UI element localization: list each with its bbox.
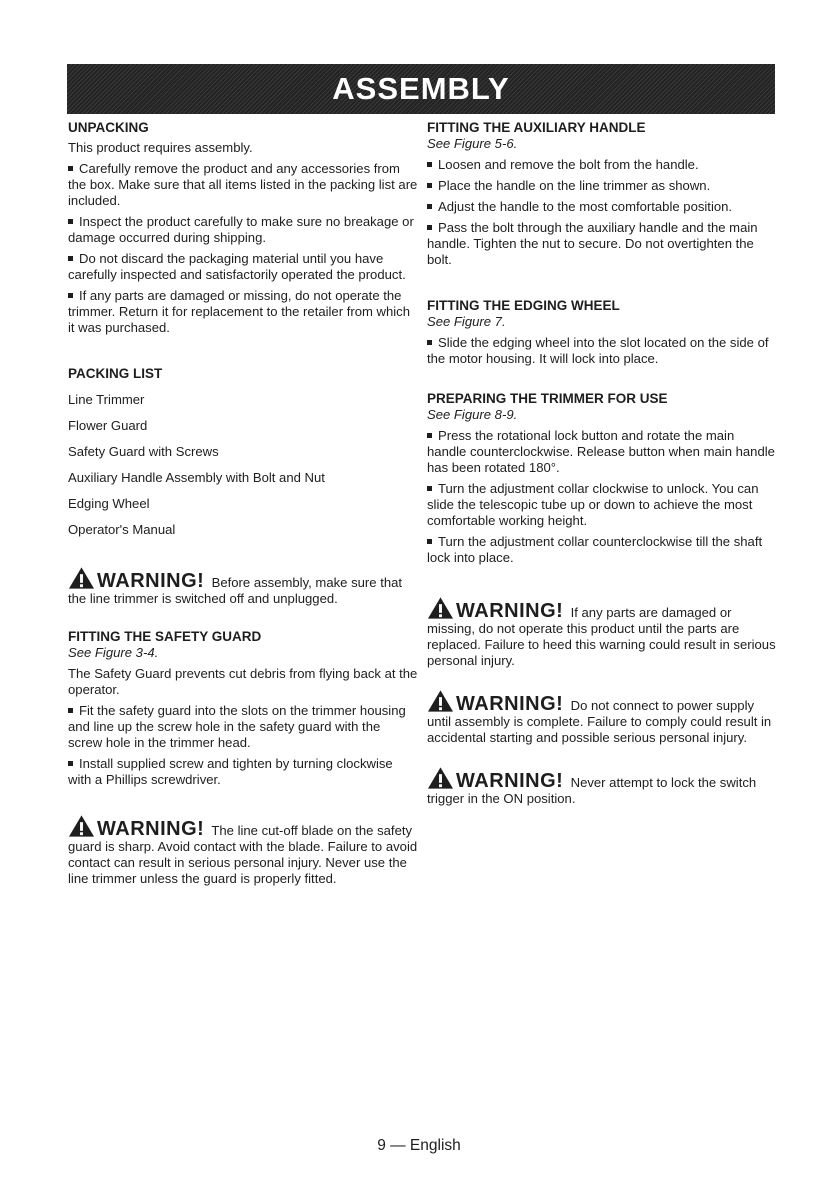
warning-triangle-icon bbox=[427, 689, 454, 713]
list-item: Pass the bolt through the auxiliary handle and the main handle. Tighten the nut to secure. Do not overtighten the bolt. bbox=[427, 220, 758, 267]
list-item: Turn the adjustment collar counterclockwise till the shaft lock into place. bbox=[427, 534, 763, 565]
bullet-icon bbox=[427, 162, 432, 167]
page-title: ASSEMBLY bbox=[332, 71, 510, 106]
aux-handle-section bbox=[427, 120, 777, 268]
aux-handle-heading: FITTING THE AUXILIARY HANDLE bbox=[427, 120, 646, 135]
bullet-icon bbox=[427, 433, 432, 438]
warning-power-supply bbox=[427, 689, 777, 746]
warning-damaged-parts bbox=[427, 596, 777, 669]
warning-unplug bbox=[68, 566, 418, 607]
unpacking-heading: UNPACKING bbox=[68, 120, 149, 135]
edging-wheel-figure-ref: See Figure 7. bbox=[427, 314, 506, 329]
warning-text: If any parts are damaged or missing, do not operate this product until the parts are replaced. Failure to heed this warning could result in serious personal injury. bbox=[427, 605, 776, 668]
list-item: Turn the adjustment collar clockwise to unlock. You can slide the telescopic tube up or down to achieve the most comfortable working height. bbox=[427, 481, 759, 528]
list-item: Fit the safety guard into the slots on the trimmer housing and line up the screw hole in the safety guard with the screw hole in the trimmer head. bbox=[68, 703, 406, 750]
list-item: Press the rotational lock button and rotate the main handle counterclockwise. Release button when main handle has been rotated 180°. bbox=[427, 428, 775, 475]
list-item: If any parts are damaged or missing, do not operate the trimmer. Return it for replacement to the retailer from which it was purchased. bbox=[68, 288, 411, 335]
right-column bbox=[427, 120, 777, 807]
warning-text: Before assembly, make sure that the line trimmer is switched off and unplugged. bbox=[68, 575, 403, 606]
aux-handle-figure-ref: See Figure 5-6. bbox=[427, 136, 518, 151]
list-item: Slide the edging wheel into the slot located on the side of the motor housing. It will lock into place. bbox=[427, 335, 769, 366]
bullet-icon bbox=[68, 708, 73, 713]
list-item: Adjust the handle to the most comfortable position. bbox=[427, 199, 777, 215]
bullet-icon bbox=[68, 166, 73, 171]
warning-label: WARNING! bbox=[456, 600, 564, 622]
edging-wheel-heading: FITTING THE EDGING WHEEL bbox=[427, 298, 620, 313]
bullet-icon bbox=[427, 183, 432, 188]
preparing-section bbox=[427, 391, 777, 566]
packing-list-heading: PACKING LIST bbox=[68, 366, 163, 381]
safety-guard-intro: The Safety Guard prevents cut debris from flying back at the operator. bbox=[68, 666, 418, 697]
preparing-figure-ref: See Figure 8-9. bbox=[427, 407, 518, 422]
bullet-icon bbox=[427, 204, 432, 209]
warning-label: WARNING! bbox=[456, 770, 564, 792]
bullet-icon bbox=[68, 219, 73, 224]
bullet-icon bbox=[427, 225, 432, 230]
bullet-icon bbox=[427, 340, 432, 345]
packing-list-item: Auxiliary Handle Assembly with Bolt and Nut bbox=[68, 470, 325, 485]
left-column bbox=[68, 120, 418, 887]
warning-text: The line cut-off blade on the safety guard is sharp. Avoid contact with the blade. Failure to avoid contact can result in serious personal injury. Never use the line trimmer unless the guard is properly fitted. bbox=[68, 823, 418, 886]
packing-list-item: Safety Guard with Screws bbox=[68, 444, 219, 459]
warning-triangle-icon bbox=[427, 596, 454, 620]
page-footer: 9 — English bbox=[377, 1137, 461, 1154]
warning-label: WARNING! bbox=[97, 570, 205, 592]
safety-guard-section bbox=[68, 629, 418, 788]
packing-list-item: Edging Wheel bbox=[68, 496, 150, 511]
edging-wheel-section bbox=[427, 298, 777, 367]
warning-text: Do not connect to power supply until assembly is complete. Failure to comply could result in accidental starting and possible serious personal injury. bbox=[427, 698, 772, 745]
list-item: Install supplied screw and tighten by turning clockwise with a Phillips screwdriver. bbox=[68, 756, 393, 787]
list-item: Loosen and remove the bolt from the handle. bbox=[427, 157, 777, 173]
list-item: Do not discard the packaging material until you have carefully inspected and satisfactorily operated the product. bbox=[68, 251, 406, 282]
unpacking-intro: This product requires assembly. bbox=[68, 140, 253, 155]
safety-guard-heading: FITTING THE SAFETY GUARD bbox=[68, 629, 262, 644]
warning-text: Never attempt to lock the switch trigger in the ON position. bbox=[427, 775, 757, 806]
list-item: Inspect the product carefully to make sure no breakage or damage occurred during shipping. bbox=[68, 214, 414, 245]
warning-switch-trigger bbox=[427, 766, 777, 807]
warning-triangle-icon bbox=[68, 566, 95, 590]
safety-guard-figure-ref: See Figure 3-4. bbox=[68, 645, 159, 660]
unpacking-section bbox=[68, 120, 418, 336]
bullet-icon bbox=[427, 486, 432, 491]
list-item: Place the handle on the line trimmer as shown. bbox=[427, 178, 777, 194]
warning-label: WARNING! bbox=[97, 818, 205, 840]
warning-triangle-icon bbox=[68, 814, 95, 838]
bullet-icon bbox=[68, 256, 73, 261]
bullet-icon bbox=[68, 761, 73, 766]
preparing-heading: PREPARING THE TRIMMER FOR USE bbox=[427, 391, 668, 406]
packing-list-section bbox=[68, 366, 418, 538]
warning-label: WARNING! bbox=[456, 693, 564, 715]
bullet-icon bbox=[427, 539, 432, 544]
bullet-icon bbox=[68, 293, 73, 298]
packing-list-item: Operator's Manual bbox=[68, 522, 176, 537]
list-item: Carefully remove the product and any accessories from the box. Make sure that all items listed in the packing list are included. bbox=[68, 161, 418, 208]
warning-triangle-icon bbox=[427, 766, 454, 790]
assembly-banner bbox=[67, 64, 775, 114]
warning-blade bbox=[68, 814, 418, 887]
packing-list-item: Flower Guard bbox=[68, 418, 148, 433]
packing-list-item: Line Trimmer bbox=[68, 392, 145, 407]
